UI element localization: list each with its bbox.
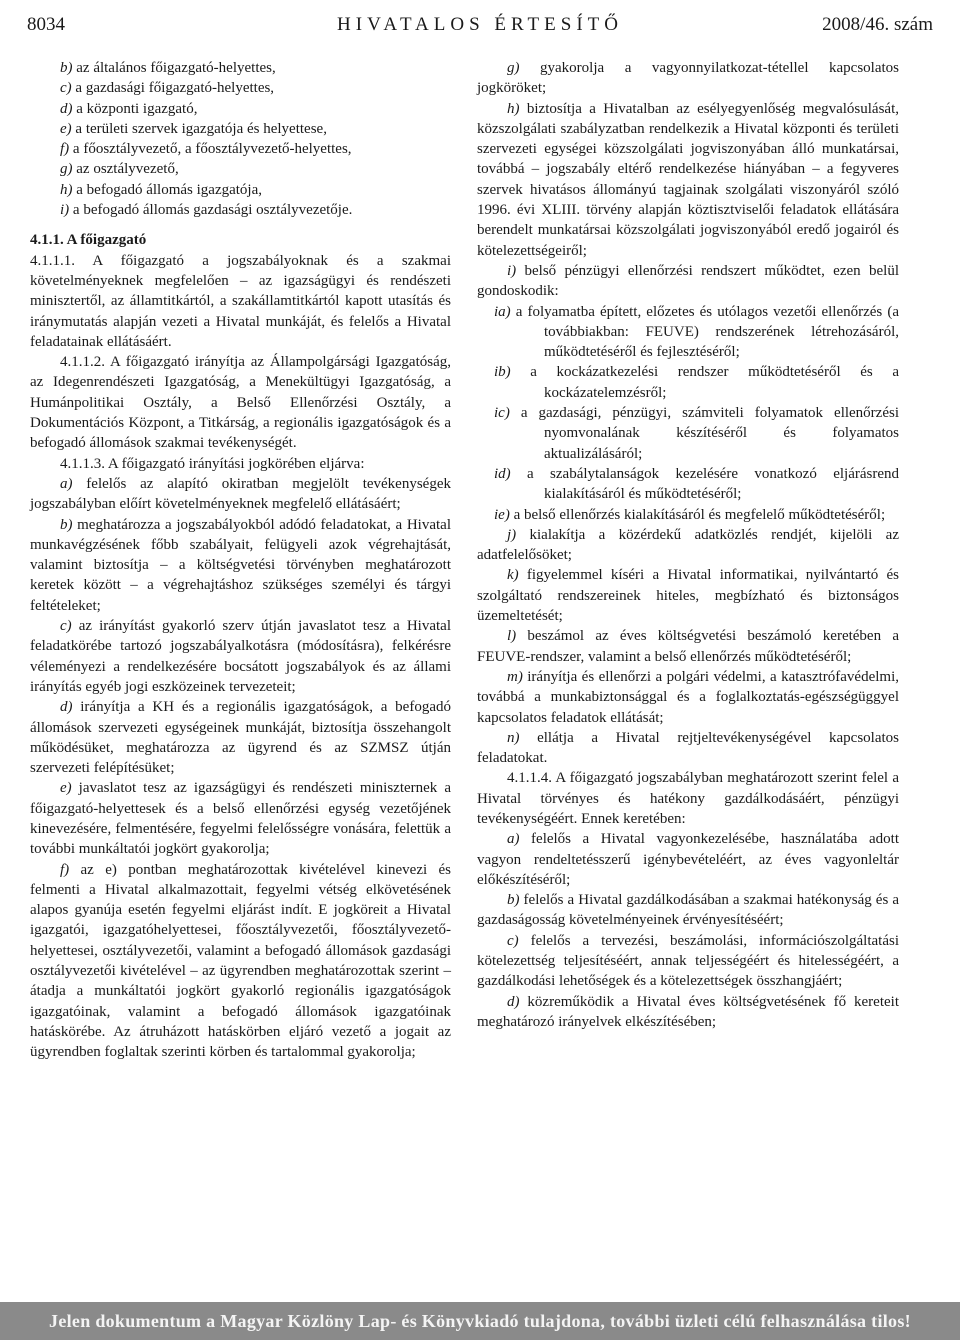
list-item: h) biztosítja a Hivatalban az esélyegyenlőség megvalósulását, közszolgálati szabályzatban rendelkezik a Hivatal központi és területi szervezeti egységei közszolgálati jogviszonyában álló munkatársai, továbbá – jogszabály eltérő rendelkezése hiányában – a fegyveres szervek hivatásos állományú tagjainak szolgálati viszonyáról szóló 1996. évi XLIII. törvény alapján köztisztviselői feladatok ellátására berendelt munkatársai közszolgálati jogviszonyából eredő jogairól és kötelezettségeiről;	[477, 100, 899, 259]
list-item: i) a befogadó állomás gazdasági osztályvezetője.	[60, 202, 353, 219]
paragraph: 4.1.1.4. A főigazgató jogszabályban meghatározott szerint felel a Hivatal törvényes és hatékony gazdálkodásáért, pénzügyi tevékenységéért. Ennek keretében:	[477, 770, 899, 827]
list-item: b) felelős a Hivatal gazdálkodásában a szakmai hatékonyság és a gazdaságosság követelményeinek érvényesítéséért;	[477, 892, 899, 929]
copyright-watermark-bar	[0, 1302, 960, 1340]
sub-list-item: ib) a kockázatkezelési rendszer működtetéséről és a kockázatelemzésről;	[494, 364, 899, 401]
sub-list-item: ia) a folyamatba épített, előzetes és utólagos vezetői ellenőrzés (a továbbiakban: FEUVE) rendszerének létrehozásáról, működtetéséről és fejlesztéséről;	[494, 303, 899, 361]
list-item: a) felelős a Hivatal vagyonkezelésébe, használatába adott vagyon rendeltetésszerű igénybevételéért, az éves vagyonleltár előkészítéséről;	[477, 831, 899, 888]
list-item: g) gyakorolja a vagyonnyilatkozat-tétellel kapcsolatos jogköröket;	[477, 60, 899, 97]
list-item: c) felelős a tervezési, beszámolási, információszolgáltatási kötelezettség teljesítéséért, annak teljességéért és hitelességéért, a gazdálkodási lehetőségek és a kötelezettségek összhangjáért;	[477, 932, 899, 990]
journal-title: HIVATALOS ÉRTESÍTŐ	[337, 14, 623, 35]
list-item: f) az e) pontban meghatározottak kivételével kinevezi és felmenti a Hivatal alkalmazottait, fegyelmi vétség elkövetésének alapos gyanúja esetén fegyelmi eljárást indít. E jogköreit a Hivatal igazgatói, igazgatóhelyettesei, főosztályvezetői, főosztályvezető-helyettesei, osztályvezetői, valamint a befogadó állomások gazdasági osztályvezetői kivételével – az ügyrendben meghatározottak szerint – átadja a munkáltatói jogkört gyakorló regionális igazgatóságok igazgatóinak, valamint a befogadó állomások igazgatóinak hatáskörébe. Az átruházott hatáskörben eljáró vezető a jogait az ügyrendben foglaltak szerinti körben és tartalommal gyakorolja;	[30, 861, 451, 1061]
list-item: g) az osztályvezető,	[60, 161, 179, 178]
sub-list-item: ic) a gazdasági, pénzügyi, számviteli folyamatok ellenőrzési nyomvonalának készítéséről és folyamatos aktualizálásáról;	[494, 405, 899, 462]
list-item: e) a területi szervek igazgatója és helyettese,	[60, 120, 327, 137]
sub-list-item: ie) a belső ellenőrzés kialakításáról és megfelelő működtetéséről;	[494, 506, 886, 523]
list-item: c) a gazdasági főigazgató-helyettes,	[60, 80, 275, 97]
list-item: b) meghatározza a jogszabályokból adódó feladatokat, a Hivatal munkavégzésének főbb szabályait, felügyeli azok végrehajtását, valamint biztosítja – a költségvetési törvényben meghatározott keretek között – a végrehajtáshoz szükséges személyi és tárgyi feltételeket;	[30, 516, 451, 614]
list-item: h) a befogadó állomás igazgatója,	[60, 181, 263, 198]
list-item: k) figyelemmel kíséri a Hivatal informatikai, nyilvántartó és szolgáltató rendszereinek hiteles, megbízható és biztonságos üzemeltetését;	[477, 567, 899, 625]
list-item: d) közreműködik a Hivatal éves költségvetésének fő kereteit meghatározó irányelvek elkészítésében;	[477, 993, 899, 1030]
list-item: l) beszámol az éves költségvetési beszámoló keretében a FEUVE-rendszer, valamint a belső ellenőrzés működtetéséről;	[477, 628, 899, 665]
section-heading: 4.1.1. A főigazgató	[30, 232, 147, 249]
paragraph: 4.1.1.2. A főigazgató irányítja az Állampolgársági Igazgatóság, az Idegenrendészeti Igazgatóság, a Menekültügyi Igazgatóság, a Humánpolitikai Osztály, a Belső Ellenőrzési Osztály, a Dokumentációs Központ, a Titkárság, a regionális igazgatóságok és a befogadó állomások szakmai tevékenységét.	[30, 354, 451, 452]
left-column	[30, 58, 451, 1063]
list-item: d) irányítja a KH és a regionális igazgatóságok, a befogadó állomások szervezeti egységeinek munkáját, biztosítja összehangolt működésüket, meghatározza az ügyrend és az SZMSZ útján szervezeti felépítésüket;	[30, 699, 451, 777]
list-item: d) a központi igazgató,	[60, 100, 198, 117]
paragraph: 4.1.1.1. A főigazgató a jogszabályoknak és a szakmai követelményeknek megfelelően – az igazságügyi és rendészeti minisztertől, az államtitkártól, a szakállamtitkártól kapott utasítás és iránymutatás alapján vezeti a Hivatal munkáját, és felelős a Hivatal feladatainak ellátásáért.	[30, 252, 451, 350]
list-item: j) kialakítja a közérdekű adatközlés rendjét, kijelöli az adatfelelősöket;	[477, 526, 899, 564]
issue-number: 2008/46. szám	[822, 14, 933, 35]
list-item: n) ellátja a Hivatal rejtjeltevékenységével kapcsolatos feladatokat.	[477, 729, 899, 767]
page-number: 8034	[27, 14, 65, 35]
list-item: b) az általános főigazgató-helyettes,	[60, 60, 276, 76]
list-item: f) a főosztályvezető, a főosztályvezető-helyettes,	[60, 141, 352, 158]
sub-list-item: id) a szabálytalanságok kezelésére vonatkozó eljárásrend kialakításáról és működtetéséről;	[494, 465, 899, 503]
copyright-watermark-text: Jelen dokumentum a Magyar Közlöny Lap- és Könyvkiadó tulajdona, további üzleti célú felhasználása tilos!	[49, 1311, 911, 1331]
page-header	[27, 6, 933, 36]
right-column	[477, 58, 899, 1032]
list-item: a) felelős az alapító okiratban megjelölt tevékenységek jogszabályban előírt követelményeknek megfelelő ellátásáért;	[30, 475, 451, 513]
paragraph: 4.1.1.3. A főigazgató irányítási jogkörében eljárva:	[60, 455, 365, 472]
list-item: m) irányítja és ellenőrzi a polgári védelmi, a katasztrófavédelmi, továbbá a munkabiztonsággal és a foglalkoztatás-egészségüggyel kapcsolatos feladatok ellátását;	[477, 668, 899, 726]
list-item: c) az irányítást gyakorló szerv útján javaslatot tesz a Hivatal feladatkörébe tartozó jogszabályalkotásra (módosításra), felkérésre véleményezi a rendelkezésére bocsátott jogszabályok és az állami irányítás egyéb jogi eszközeinek tervezeteit;	[30, 618, 451, 695]
list-item: i) belső pénzügyi ellenőrzési rendszert működtet, ezen belül gondoskodik:	[477, 262, 899, 300]
list-item: e) javaslatot tesz az igazságügyi és rendészeti miniszternek a főigazgató-helyettesek és a belső ellenőrzési egység vezetőjének kinevezésére, felmentésére, fegyelmi felelősségre vonására, felettük a további munkáltatói jogkört gyakorolja;	[30, 780, 451, 858]
